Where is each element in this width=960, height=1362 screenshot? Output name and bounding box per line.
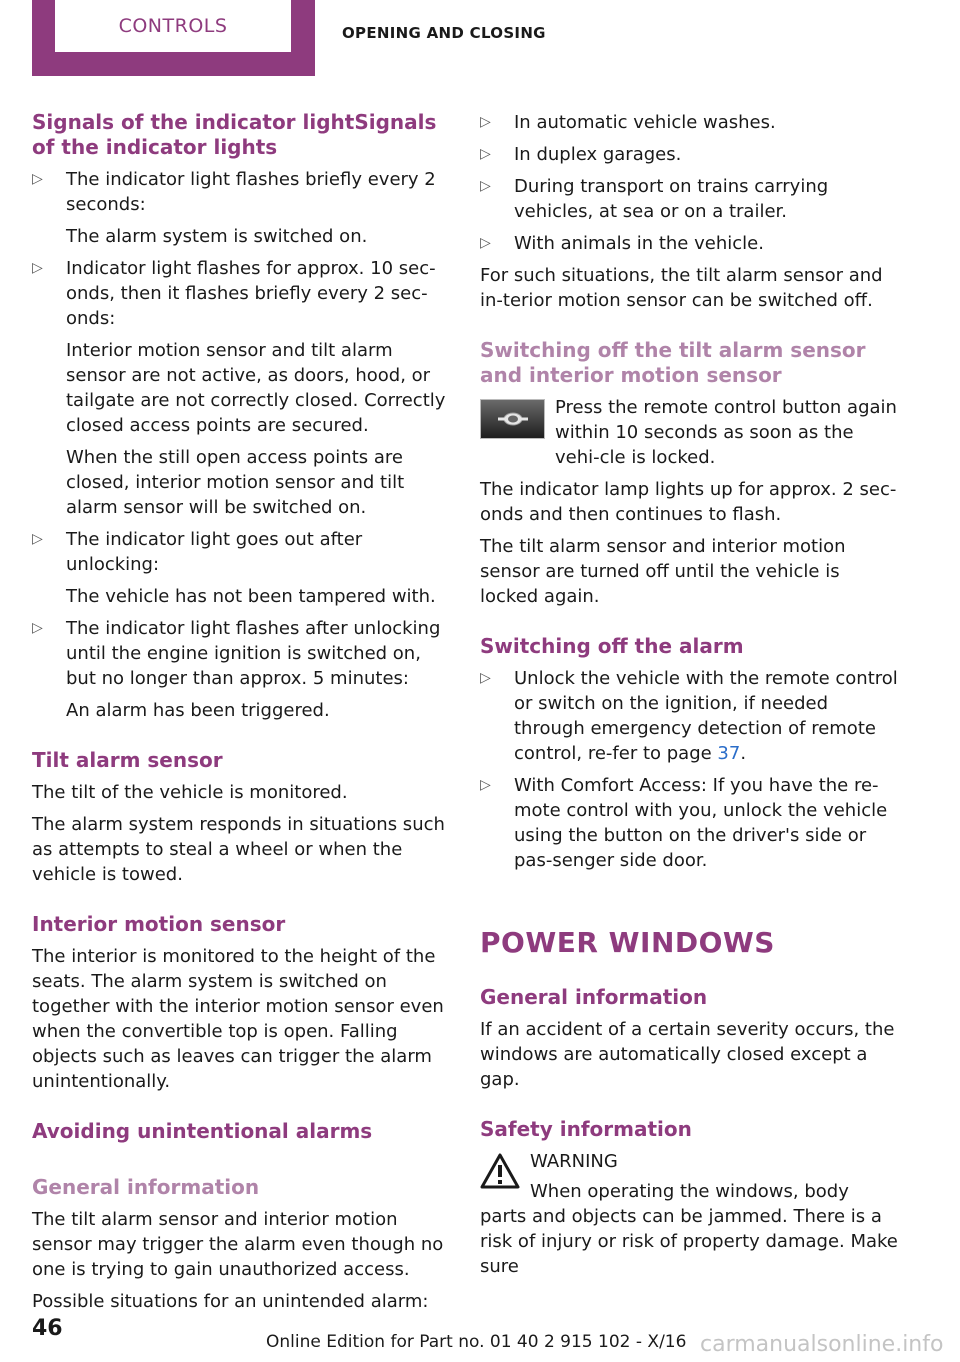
list-item-text: The indicator light flashes briefly every 2 seconds: xyxy=(66,169,436,215)
triangle-bullet-icon: ▷ xyxy=(480,235,491,251)
list-item-subtext: The vehicle has not been tampered with. xyxy=(66,586,436,607)
list-item-text: With Comfort Access: If you have the re‐mote control with you, unlock the vehicle using the button on the driver's side or pas‐senger side door. xyxy=(514,775,888,871)
paragraph: The alarm system responds in situations such as attempts to steal a wheel or when the vehicle is towed. xyxy=(32,814,445,885)
watermark: carmanualsonline.info xyxy=(700,1332,944,1357)
situations-list xyxy=(480,110,898,256)
header-tab xyxy=(32,0,315,76)
list-item-subtext: An alarm has been triggered. xyxy=(66,700,330,721)
triangle-bullet-icon: ▷ xyxy=(32,260,43,276)
list-item-text: Unlock the vehicle with the remote control or switch on the ignition, if needed through emergency detection of remote control, re‐fer to page xyxy=(514,668,898,764)
heading-power-windows: POWER WINDOWS xyxy=(480,926,775,959)
triangle-bullet-icon: ▷ xyxy=(480,178,491,194)
heading-avoiding-alarms: Avoiding unintentional alarms xyxy=(32,1119,373,1143)
list-item-subtext: Interior motion sensor and tilt alarm sensor are not active, as doors, hood, or tailgate are not correctly closed. Correctly closed access points are secured. xyxy=(66,340,446,436)
list-item-text: With animals in the vehicle. xyxy=(514,233,764,254)
signals-list xyxy=(32,167,452,723)
list-item xyxy=(32,616,452,723)
triangle-bullet-icon: ▷ xyxy=(480,670,491,686)
page-reference-link[interactable]: 37 xyxy=(717,743,741,764)
warning-triangle-icon xyxy=(480,1153,520,1189)
list-item-text: During transport on trains carrying vehicles, at sea or on a trailer. xyxy=(514,176,829,222)
list-item: ▷ Unlock the vehicle with the remote control or switch on the ignition, if needed through emergency detection of remote control, re‐fer to page 37. xyxy=(480,668,898,764)
triangle-bullet-icon: ▷ xyxy=(480,114,491,130)
paragraph: The indicator lamp lights up for approx. 2 sec‐onds and then continues to flash. xyxy=(480,479,897,525)
paragraph: The tilt alarm sensor and interior motion sensor are turned off until the vehicle is locked again. xyxy=(480,536,846,607)
alarm-list xyxy=(480,666,898,873)
triangle-bullet-icon: ▷ xyxy=(480,777,491,793)
paragraph: The tilt alarm sensor and interior motion sensor may trigger the alarm even though no one is trying to gain unauthorized access. xyxy=(32,1209,444,1280)
page-number: 46 xyxy=(32,1316,63,1341)
list-item xyxy=(480,773,898,873)
left-column xyxy=(32,110,452,1321)
triangle-bullet-icon: ▷ xyxy=(32,531,43,547)
heading-general-information: General information xyxy=(32,1175,260,1199)
list-item-text: Indicator light flashes for approx. 10 sec‐onds, then it flashes briefly every 2 sec‐onds: xyxy=(66,258,436,329)
footer-edition: Online Edition for Part no. 01 40 2 915 102 - X/16 xyxy=(266,1332,687,1352)
heading-general-information-windows: General information xyxy=(480,985,708,1009)
list-item xyxy=(480,174,898,224)
list-item xyxy=(32,167,452,249)
list-item xyxy=(480,142,898,167)
heading-interior-motion-sensor: Interior motion sensor xyxy=(32,912,286,936)
triangle-bullet-icon: ▷ xyxy=(32,171,43,187)
heading-signals: Signals of the indicator lightSignals of the indicator lights xyxy=(32,110,437,159)
list-item-text: The indicator light flashes after unlocking until the engine ignition is switched on, but no longer than approx. 5 minutes: xyxy=(66,618,441,689)
warning-label: WARNING xyxy=(530,1151,618,1172)
heading-tilt-alarm-sensor: Tilt alarm sensor xyxy=(32,748,223,772)
remote-control-key-icon xyxy=(480,399,545,439)
list-item-text: The indicator light goes out after unlocking: xyxy=(66,529,363,575)
list-item xyxy=(32,527,452,609)
list-item-text: In automatic vehicle washes. xyxy=(514,112,776,133)
triangle-bullet-icon: ▷ xyxy=(480,146,491,162)
heading-switch-off-alarm: Switching off the alarm xyxy=(480,634,744,658)
list-item xyxy=(480,110,898,135)
paragraph: If an accident of a certain severity occurs, the windows are automatically closed except a gap. xyxy=(480,1019,895,1090)
header-tab-label: CONTROLS xyxy=(55,0,291,52)
paragraph: Possible situations for an unintended alarm: xyxy=(32,1291,429,1312)
warning-block xyxy=(480,1149,898,1174)
triangle-bullet-icon: ▷ xyxy=(32,620,43,636)
paragraph xyxy=(480,1179,898,1279)
list-item-subtext: The alarm system is switched on. xyxy=(66,226,368,247)
remote-instruction xyxy=(480,395,898,470)
paragraph: Press the remote control button again within 10 seconds as soon as the vehi‐cle is locked. xyxy=(555,397,897,468)
right-column xyxy=(480,110,898,1286)
list-item xyxy=(480,231,898,256)
paragraph: The interior is monitored to the height of the seats. The alarm system is switched on together with the interior motion sensor even when the convertible top is open. Falling objects such as leaves can trigger the alarm unintentionally. xyxy=(32,946,444,1092)
paragraph: The tilt of the vehicle is monitored. xyxy=(32,782,348,803)
list-item-text: In duplex garages. xyxy=(514,144,682,165)
list-item-subtext: When the still open access points are closed, interior motion sensor and tilt alarm sensor will be switched on. xyxy=(66,447,405,518)
warning-text: When operating the windows, body parts and objects can be jammed. There is a risk of injury or risk of property damage. Make sure xyxy=(480,1181,898,1277)
heading-safety-information: Safety information xyxy=(480,1117,692,1141)
list-item xyxy=(32,256,452,520)
paragraph: For such situations, the tilt alarm sensor and in‐terior motion sensor can be switched off. xyxy=(480,265,883,311)
heading-switch-off-sensor: Switching off the tilt alarm sensor and interior motion sensor xyxy=(480,338,866,387)
header-section-label: OPENING AND CLOSING xyxy=(342,24,546,42)
